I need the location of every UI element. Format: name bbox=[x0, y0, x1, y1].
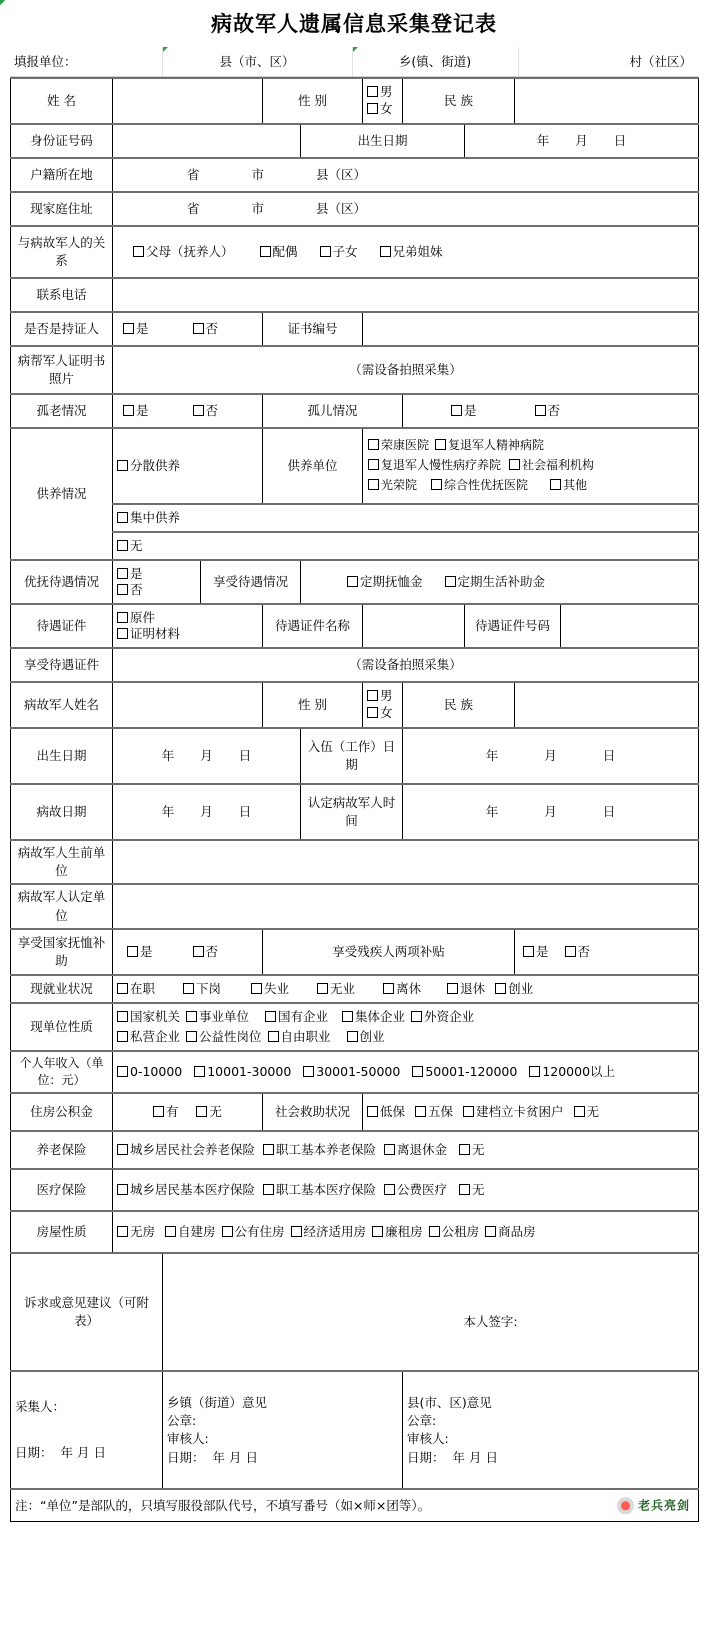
main-form-table bbox=[10, 77, 699, 1522]
field-enlist-date[interactable]: 年 月 日 bbox=[403, 728, 699, 784]
table-row-current-address bbox=[11, 192, 699, 226]
checkbox-icon[interactable] bbox=[529, 1066, 540, 1077]
checkbox-icon[interactable] bbox=[574, 1106, 585, 1117]
checkbox-icon[interactable] bbox=[117, 628, 128, 639]
label-ethnicity: 民 族 bbox=[403, 78, 515, 124]
green-corner-icon bbox=[163, 47, 168, 52]
township-opinion-block[interactable] bbox=[163, 1371, 403, 1489]
checkbox-icon[interactable] bbox=[117, 1031, 128, 1042]
county-opinion-label: 县(市、区)意见 bbox=[407, 1395, 492, 1411]
field-death-date[interactable]: 年 月 日 bbox=[113, 784, 301, 840]
table-row-signoff bbox=[11, 1371, 699, 1489]
village-label: 村（社区） bbox=[518, 47, 698, 77]
label-annual-income: 个人年收入（单位：元） bbox=[11, 1051, 113, 1094]
table-row-appeal bbox=[11, 1253, 699, 1371]
field-recognition-unit[interactable] bbox=[113, 884, 699, 928]
checkbox-icon[interactable] bbox=[117, 1011, 128, 1022]
checkbox-assistance-none[interactable]: 无 bbox=[574, 1103, 600, 1121]
checkbox-icon[interactable] bbox=[411, 1011, 422, 1022]
checkbox-housing-selfbuilt[interactable]: 自建房 bbox=[165, 1223, 216, 1241]
checkbox-icon[interactable] bbox=[347, 1031, 358, 1042]
table-row-state-pension bbox=[11, 929, 699, 975]
checkbox-icon[interactable] bbox=[495, 983, 506, 994]
checkbox-icon[interactable] bbox=[342, 1011, 353, 1022]
collector-block[interactable] bbox=[11, 1371, 163, 1489]
checkbox-icon[interactable] bbox=[303, 1066, 314, 1077]
checkbox-icon[interactable] bbox=[429, 1226, 440, 1237]
checkbox-icon[interactable] bbox=[431, 479, 442, 490]
reporting-unit-label: 填报单位： bbox=[10, 47, 112, 77]
checkbox-employment-nojob[interactable]: 无业 bbox=[317, 980, 355, 998]
green-corner-icon bbox=[353, 47, 358, 52]
label-treatment-cert-name: 待遇证件名称 bbox=[263, 604, 363, 648]
checkbox-icon[interactable] bbox=[117, 584, 128, 595]
checkbox-deceased-male[interactable]: 男 bbox=[367, 688, 393, 705]
checkbox-icon[interactable] bbox=[117, 460, 128, 471]
field-former-unit[interactable] bbox=[113, 840, 699, 884]
checkbox-icon[interactable] bbox=[196, 1106, 207, 1117]
checkbox-unit-gov[interactable]: 国家机关 bbox=[117, 1007, 180, 1027]
checkbox-unit-foreign[interactable]: 外资企业 bbox=[411, 1007, 474, 1027]
field-housing-nature[interactable] bbox=[113, 1211, 699, 1253]
field-gender[interactable] bbox=[363, 78, 403, 124]
checkbox-icon[interactable] bbox=[165, 1226, 176, 1237]
checkbox-orphan-yes[interactable]: 是 bbox=[451, 402, 477, 420]
checkbox-support-rongkang[interactable]: 荣康医院 bbox=[368, 436, 429, 456]
checkbox-disability-no[interactable]: 否 bbox=[565, 943, 591, 961]
table-row-cert-holder bbox=[11, 312, 699, 346]
checkbox-icon[interactable] bbox=[117, 568, 128, 579]
checkbox-support-dispersed[interactable]: 分散供养 bbox=[113, 428, 263, 504]
table-row-hukou bbox=[11, 158, 699, 192]
field-ethnicity[interactable] bbox=[515, 78, 699, 124]
checkbox-icon[interactable] bbox=[451, 405, 462, 416]
township-seal-label: 公章: bbox=[167, 1413, 197, 1429]
checkbox-pension-employee[interactable]: 职工基本养老保险 bbox=[263, 1141, 376, 1159]
checkbox-lonely-no[interactable]: 否 bbox=[193, 402, 219, 420]
field-medical-insurance[interactable] bbox=[113, 1169, 699, 1211]
label-current-address: 现家庭住址 bbox=[11, 192, 113, 226]
checkbox-state-pension-yes[interactable]: 是 bbox=[127, 943, 153, 961]
table-row-name bbox=[11, 78, 699, 124]
checkbox-employment-unemployed[interactable]: 失业 bbox=[251, 980, 289, 998]
checkbox-icon[interactable] bbox=[117, 512, 128, 523]
table-row-pension-insurance bbox=[11, 1131, 699, 1169]
checkbox-icon[interactable] bbox=[509, 459, 520, 470]
checkbox-gender-female[interactable]: 女 bbox=[367, 101, 393, 118]
label-death-date: 病故日期 bbox=[11, 784, 113, 840]
table-row-support-c bbox=[11, 532, 699, 560]
field-deceased-birth-date[interactable]: 年 月 日 bbox=[113, 728, 301, 784]
checkbox-icon[interactable] bbox=[463, 1106, 474, 1117]
checkbox-housing-commercial[interactable]: 商品房 bbox=[485, 1223, 536, 1241]
label-housing-fund: 住房公积金 bbox=[11, 1093, 113, 1131]
checkbox-icon[interactable] bbox=[186, 1031, 197, 1042]
logo-circle-icon bbox=[617, 1497, 634, 1514]
checkbox-medical-resident[interactable]: 城乡居民基本医疗保险 bbox=[117, 1181, 255, 1199]
label-employment-status: 现就业状况 bbox=[11, 975, 113, 1003]
checkbox-icon[interactable] bbox=[415, 1106, 426, 1117]
field-id-number[interactable] bbox=[113, 124, 301, 158]
checkbox-assistance-dibao[interactable]: 低保 bbox=[367, 1103, 405, 1121]
reporting-unit-strip bbox=[10, 47, 698, 77]
label-birth-date: 出生日期 bbox=[301, 124, 465, 158]
checkbox-housing-fund-none[interactable]: 无 bbox=[196, 1103, 222, 1121]
field-cert-photo[interactable]: （需设备拍照采集） bbox=[113, 346, 699, 394]
label-gender: 性 别 bbox=[263, 78, 363, 124]
label-certificate-number: 证书编号 bbox=[263, 312, 363, 346]
checkbox-income-50001-120000[interactable]: 50001-120000 bbox=[412, 1063, 517, 1081]
checkbox-housing-lowrent[interactable]: 廉租房 bbox=[372, 1223, 423, 1241]
table-row bbox=[10, 47, 698, 77]
checkbox-unit-private[interactable]: 私营企业 bbox=[117, 1027, 180, 1047]
label-state-pension: 享受国家抚恤补助 bbox=[11, 929, 113, 975]
label-recognition-time: 认定病故军人时间 bbox=[301, 784, 403, 840]
checkbox-icon[interactable] bbox=[291, 1226, 302, 1237]
checkbox-icon[interactable] bbox=[317, 983, 328, 994]
self-signature-label: 本人签字: bbox=[463, 1314, 518, 1330]
label-deceased-gender: 性 别 bbox=[263, 682, 363, 728]
table-row-housing-nature bbox=[11, 1211, 699, 1253]
label-medical-insurance: 医疗保险 bbox=[11, 1169, 113, 1211]
table-row-recognition-unit bbox=[11, 884, 699, 928]
checkbox-holder-no[interactable]: 否 bbox=[193, 320, 219, 338]
checkbox-icon[interactable] bbox=[368, 459, 379, 470]
checkbox-icon[interactable] bbox=[117, 1226, 128, 1237]
label-cert-photo: 病帮军人证明书照片 bbox=[11, 346, 113, 394]
checkbox-support-psych[interactable]: 复退军人精神病院 bbox=[435, 436, 544, 456]
checkbox-icon[interactable] bbox=[153, 1106, 164, 1117]
checkbox-employment-laidoff[interactable]: 下岗 bbox=[183, 980, 221, 998]
label-housing-nature: 房屋性质 bbox=[11, 1211, 113, 1253]
checkbox-medical-employee[interactable]: 职工基本医疗保险 bbox=[263, 1181, 376, 1199]
field-employment-status[interactable] bbox=[113, 975, 699, 1003]
reporting-unit-value[interactable] bbox=[112, 47, 162, 77]
checkbox-icon[interactable] bbox=[383, 983, 394, 994]
label-former-unit: 病故军人生前单位 bbox=[11, 840, 113, 884]
checkbox-relation-parent[interactable]: 父母（抚养人） bbox=[133, 243, 234, 261]
checkbox-employment-startup[interactable]: 创业 bbox=[495, 980, 533, 998]
checkbox-living-allowance[interactable]: 定期生活补助金 bbox=[445, 573, 546, 591]
checkbox-unit-collective[interactable]: 集体企业 bbox=[342, 1007, 405, 1027]
checkbox-unit-institution[interactable]: 事业单位 bbox=[186, 1007, 249, 1027]
checkbox-income-0-10000[interactable]: 0-10000 bbox=[117, 1063, 182, 1081]
watermark-logo bbox=[617, 1497, 690, 1514]
label-enjoy-treatment-status: 享受待遇情况 bbox=[201, 560, 301, 604]
field-cert-type[interactable] bbox=[113, 604, 263, 648]
table-row-lonely-orphan bbox=[11, 394, 699, 428]
checkbox-icon[interactable] bbox=[117, 540, 128, 551]
table-row-medical-insurance bbox=[11, 1169, 699, 1211]
checkbox-medical-none[interactable]: 无 bbox=[459, 1181, 485, 1199]
checkbox-gender-male[interactable]: 男 bbox=[367, 84, 393, 101]
checkbox-icon[interactable] bbox=[123, 405, 134, 416]
checkbox-icon[interactable] bbox=[251, 983, 262, 994]
label-lonely-elderly: 孤老情况 bbox=[11, 394, 113, 428]
label-deceased-ethnicity: 民 族 bbox=[403, 682, 515, 728]
table-row-support-a bbox=[11, 428, 699, 504]
checkbox-preferential-yes[interactable]: 是 bbox=[117, 566, 143, 582]
checkbox-icon[interactable] bbox=[380, 246, 391, 257]
field-deceased-ethnicity[interactable] bbox=[515, 682, 699, 728]
township-date[interactable]: 日期： 年 月 日 bbox=[167, 1449, 258, 1465]
label-relation: 与病故军人的关系 bbox=[11, 226, 113, 278]
checkbox-icon[interactable] bbox=[459, 1184, 470, 1195]
checkbox-icon[interactable] bbox=[186, 1011, 197, 1022]
field-social-assistance[interactable] bbox=[363, 1093, 699, 1131]
checkbox-unit-publicwelfare[interactable]: 公益性岗位 bbox=[186, 1027, 262, 1047]
collector-label: 采集人： bbox=[15, 1399, 66, 1415]
label-unit-nature: 现单位性质 bbox=[11, 1003, 113, 1051]
checkbox-icon[interactable] bbox=[320, 246, 331, 257]
table-row-housing-fund bbox=[11, 1093, 699, 1131]
checkbox-icon[interactable] bbox=[372, 1226, 383, 1237]
checkbox-support-chronic[interactable]: 复退军人慢性病疗养院 bbox=[368, 456, 501, 476]
label-deceased-birth-date: 出生日期 bbox=[11, 728, 113, 784]
checkbox-cert-original[interactable]: 原件 bbox=[117, 610, 155, 626]
checkbox-icon[interactable] bbox=[535, 405, 546, 416]
checkbox-support-glory[interactable]: 光荣院 bbox=[368, 476, 417, 496]
label-deceased-name: 病故军人姓名 bbox=[11, 682, 113, 728]
checkbox-icon[interactable] bbox=[368, 439, 379, 450]
label-enlist-date: 入伍（工作）日期 bbox=[301, 728, 403, 784]
township-label: 乡(镇、街道) bbox=[352, 47, 518, 77]
checkbox-icon[interactable] bbox=[117, 612, 128, 623]
field-treatment-types[interactable] bbox=[301, 560, 699, 604]
checkbox-icon[interactable] bbox=[183, 983, 194, 994]
checkbox-lonely-yes[interactable]: 是 bbox=[123, 402, 149, 420]
checkbox-unit-freelance[interactable]: 自由职业 bbox=[268, 1027, 331, 1047]
table-row-death-date bbox=[11, 784, 699, 840]
field-treatment-cert-name[interactable] bbox=[363, 604, 465, 648]
checkbox-cert-proof[interactable]: 证明材料 bbox=[117, 626, 180, 642]
label-pension-insurance: 养老保险 bbox=[11, 1131, 113, 1169]
checkbox-icon[interactable] bbox=[384, 1144, 395, 1155]
checkbox-icon[interactable] bbox=[367, 707, 378, 718]
label-orphan: 孤儿情况 bbox=[263, 394, 403, 428]
checkbox-support-welfare[interactable]: 社会福利机构 bbox=[509, 456, 594, 476]
label-treatment-cert-number: 待遇证件号码 bbox=[465, 604, 561, 648]
checkbox-icon[interactable] bbox=[367, 103, 378, 114]
checkbox-employment-employed[interactable]: 在职 bbox=[117, 980, 155, 998]
checkbox-icon[interactable] bbox=[194, 1066, 205, 1077]
checkbox-icon[interactable] bbox=[367, 1106, 378, 1117]
checkbox-icon[interactable] bbox=[133, 246, 144, 257]
county-opinion-block[interactable] bbox=[403, 1371, 699, 1489]
label-social-assistance: 社会救助状况 bbox=[263, 1093, 363, 1131]
checkbox-icon[interactable] bbox=[550, 479, 561, 490]
checkbox-icon[interactable] bbox=[222, 1226, 233, 1237]
checkbox-icon[interactable] bbox=[412, 1066, 423, 1077]
field-phone[interactable] bbox=[113, 278, 699, 312]
checkbox-housing-public[interactable]: 公有住房 bbox=[222, 1223, 285, 1241]
checkbox-state-pension-no[interactable]: 否 bbox=[193, 943, 219, 961]
field-orphan[interactable] bbox=[403, 394, 699, 428]
checkbox-pension-resident[interactable]: 城乡居民社会养老保险 bbox=[117, 1141, 255, 1159]
checkbox-housing-none[interactable]: 无房 bbox=[117, 1223, 155, 1241]
table-row-former-unit bbox=[11, 840, 699, 884]
checkbox-icon[interactable] bbox=[127, 946, 138, 957]
checkbox-pension-retirement-fund[interactable]: 离退休金 bbox=[384, 1141, 447, 1159]
checkbox-housing-publicrent[interactable]: 公租房 bbox=[429, 1223, 480, 1241]
checkbox-icon[interactable] bbox=[193, 946, 204, 957]
checkbox-unit-soe[interactable]: 国有企业 bbox=[265, 1007, 328, 1027]
label-name: 姓 名 bbox=[11, 78, 113, 124]
checkbox-icon[interactable] bbox=[123, 323, 134, 334]
field-unit-nature[interactable] bbox=[113, 1003, 699, 1051]
label-enjoy-treatment-cert: 享受待遇证件 bbox=[11, 648, 113, 682]
checkbox-preferential-no[interactable]: 否 bbox=[117, 582, 143, 598]
checkbox-unit-startup[interactable]: 创业 bbox=[347, 1027, 385, 1047]
checkbox-icon[interactable] bbox=[268, 1031, 279, 1042]
field-disability-subsidy[interactable] bbox=[515, 929, 699, 975]
checkbox-relation-child[interactable]: 子女 bbox=[320, 243, 358, 261]
checkbox-icon[interactable] bbox=[367, 86, 378, 97]
checkbox-icon[interactable] bbox=[447, 983, 458, 994]
field-name[interactable] bbox=[113, 78, 263, 124]
checkbox-housing-fund-have[interactable]: 有 bbox=[153, 1103, 179, 1121]
checkbox-icon[interactable] bbox=[117, 1184, 128, 1195]
label-recognition-unit: 病故军人认定单位 bbox=[11, 884, 113, 928]
table-row-deceased-birth bbox=[11, 728, 699, 784]
table-row-unit-nature bbox=[11, 1003, 699, 1051]
checkbox-disability-yes[interactable]: 是 bbox=[523, 943, 549, 961]
checkbox-icon[interactable] bbox=[117, 983, 128, 994]
checkbox-icon[interactable] bbox=[265, 1011, 276, 1022]
table-row-cert-photo bbox=[11, 346, 699, 394]
checkbox-icon[interactable] bbox=[384, 1184, 395, 1195]
collector-date[interactable]: 日期： 年 月 日 bbox=[15, 1445, 106, 1461]
county-reviewer-label: 审核人: bbox=[407, 1431, 449, 1447]
field-preferential-yesno[interactable] bbox=[113, 560, 201, 604]
table-row-id bbox=[11, 124, 699, 158]
field-enjoy-treatment-cert[interactable]: （需设备拍照采集） bbox=[113, 648, 699, 682]
field-state-pension[interactable] bbox=[113, 929, 263, 975]
field-lonely-elderly[interactable] bbox=[113, 394, 263, 428]
county-label: 县（市、区） bbox=[162, 47, 352, 77]
checkbox-income-30001-50000[interactable]: 30001-50000 bbox=[303, 1063, 400, 1081]
checkbox-support-other[interactable]: 其他 bbox=[550, 476, 587, 496]
field-deceased-gender[interactable] bbox=[363, 682, 403, 728]
watermark-text: 老兵亮剑 bbox=[638, 1498, 691, 1513]
field-recognition-time[interactable]: 年 月 日 bbox=[403, 784, 699, 840]
checkbox-orphan-no[interactable]: 否 bbox=[535, 402, 561, 420]
label-phone: 联系电话 bbox=[11, 278, 113, 312]
field-housing-fund[interactable] bbox=[113, 1093, 263, 1131]
label-appeal: 诉求或意见建议（可附表） bbox=[11, 1253, 163, 1371]
county-seal-label: 公章: bbox=[407, 1413, 437, 1429]
checkbox-icon[interactable] bbox=[445, 576, 456, 587]
checkbox-medical-public[interactable]: 公费医疗 bbox=[384, 1181, 447, 1199]
checkbox-holder-yes[interactable]: 是 bbox=[123, 320, 149, 338]
checkbox-support-none[interactable]: 无 bbox=[113, 532, 699, 560]
checkbox-icon[interactable] bbox=[523, 946, 534, 957]
table-row-treatment-cert bbox=[11, 604, 699, 648]
table-row-support-b bbox=[11, 504, 699, 532]
checkbox-pension-none[interactable]: 无 bbox=[459, 1141, 485, 1159]
county-date[interactable]: 日期： 年 月 日 bbox=[407, 1449, 498, 1465]
field-deceased-name[interactable] bbox=[113, 682, 263, 728]
page-title: 病故军人遗属信息采集登记表 bbox=[211, 12, 497, 36]
table-row-preferential bbox=[11, 560, 699, 604]
checkbox-assistance-poverty[interactable]: 建档立卡贫困户 bbox=[463, 1103, 564, 1121]
label-hukou-address: 户籍所在地 bbox=[11, 158, 113, 192]
checkbox-housing-affordable[interactable]: 经济适用房 bbox=[291, 1223, 367, 1241]
checkbox-employment-retired[interactable]: 退休 bbox=[447, 980, 485, 998]
table-row-income bbox=[11, 1051, 699, 1094]
label-id-number: 身份证号码 bbox=[11, 124, 113, 158]
field-current-address[interactable]: 省 市 县（区） bbox=[113, 192, 699, 226]
field-pension-insurance[interactable] bbox=[113, 1131, 699, 1169]
field-is-certificate-holder[interactable] bbox=[113, 312, 263, 346]
checkbox-icon[interactable] bbox=[263, 1144, 274, 1155]
checkbox-icon[interactable] bbox=[435, 439, 446, 450]
checkbox-icon[interactable] bbox=[260, 246, 271, 257]
field-support-unit[interactable] bbox=[363, 428, 699, 504]
field-birth-date[interactable]: 年 月 日 bbox=[465, 124, 699, 158]
green-corner-icon bbox=[0, 0, 5, 5]
table-row-enjoy-cert bbox=[11, 648, 699, 682]
field-annual-income[interactable] bbox=[113, 1051, 699, 1094]
table-row-note bbox=[11, 1489, 699, 1521]
label-preferential-treatment: 优抚待遇情况 bbox=[11, 560, 113, 604]
table-row-relation bbox=[11, 226, 699, 278]
checkbox-employment-retired-cadre[interactable]: 离休 bbox=[383, 980, 421, 998]
label-treatment-certificate: 待遇证件 bbox=[11, 604, 113, 648]
table-row-employment bbox=[11, 975, 699, 1003]
label-disability-subsidy: 享受残疾人两项补贴 bbox=[263, 929, 515, 975]
checkbox-relation-sibling[interactable]: 兄弟姐妹 bbox=[380, 243, 443, 261]
checkbox-icon[interactable] bbox=[367, 690, 378, 701]
checkbox-icon[interactable] bbox=[117, 1144, 128, 1155]
checkbox-assistance-wubao[interactable]: 五保 bbox=[415, 1103, 453, 1121]
checkbox-relation-spouse[interactable]: 配偶 bbox=[260, 243, 298, 261]
field-certificate-number[interactable] bbox=[363, 312, 699, 346]
field-relation[interactable] bbox=[113, 226, 699, 278]
label-support-unit: 供养单位 bbox=[263, 428, 363, 504]
checkbox-icon[interactable] bbox=[193, 405, 204, 416]
label-support-status: 供养情况 bbox=[11, 428, 113, 560]
checkbox-icon[interactable] bbox=[193, 323, 204, 334]
table-row-phone bbox=[11, 278, 699, 312]
checkbox-icon[interactable] bbox=[459, 1144, 470, 1155]
checkbox-icon[interactable] bbox=[347, 576, 358, 587]
checkbox-icon[interactable] bbox=[485, 1226, 496, 1237]
checkbox-income-10001-30000[interactable]: 10001-30000 bbox=[194, 1063, 291, 1081]
checkbox-regular-pension[interactable]: 定期抚恤金 bbox=[347, 573, 423, 591]
label-is-certificate-holder: 是否是持证人 bbox=[11, 312, 113, 346]
field-hukou-address[interactable]: 省 市 县（区） bbox=[113, 158, 699, 192]
checkbox-income-above-120000[interactable]: 120000以上 bbox=[529, 1063, 615, 1081]
checkbox-icon[interactable] bbox=[368, 479, 379, 490]
township-opinion-label: 乡镇（街道）意见 bbox=[167, 1395, 268, 1411]
checkbox-deceased-female[interactable]: 女 bbox=[367, 705, 393, 722]
table-row-deceased-name bbox=[11, 682, 699, 728]
field-treatment-cert-number[interactable] bbox=[561, 604, 699, 648]
checkbox-icon[interactable] bbox=[117, 1066, 128, 1077]
footer-note: 注：“单位”是部队的，只填写服役部队代号，不填写番号（如×师×团等）。 老兵亮剑 bbox=[11, 1489, 699, 1521]
checkbox-icon[interactable] bbox=[565, 946, 576, 957]
checkbox-support-comprehensive[interactable]: 综合性优抚医院 bbox=[431, 476, 528, 496]
field-appeal[interactable] bbox=[163, 1253, 699, 1371]
checkbox-support-centralized[interactable]: 集中供养 bbox=[113, 504, 699, 532]
township-reviewer-label: 审核人: bbox=[167, 1431, 209, 1447]
checkbox-icon[interactable] bbox=[263, 1184, 274, 1195]
